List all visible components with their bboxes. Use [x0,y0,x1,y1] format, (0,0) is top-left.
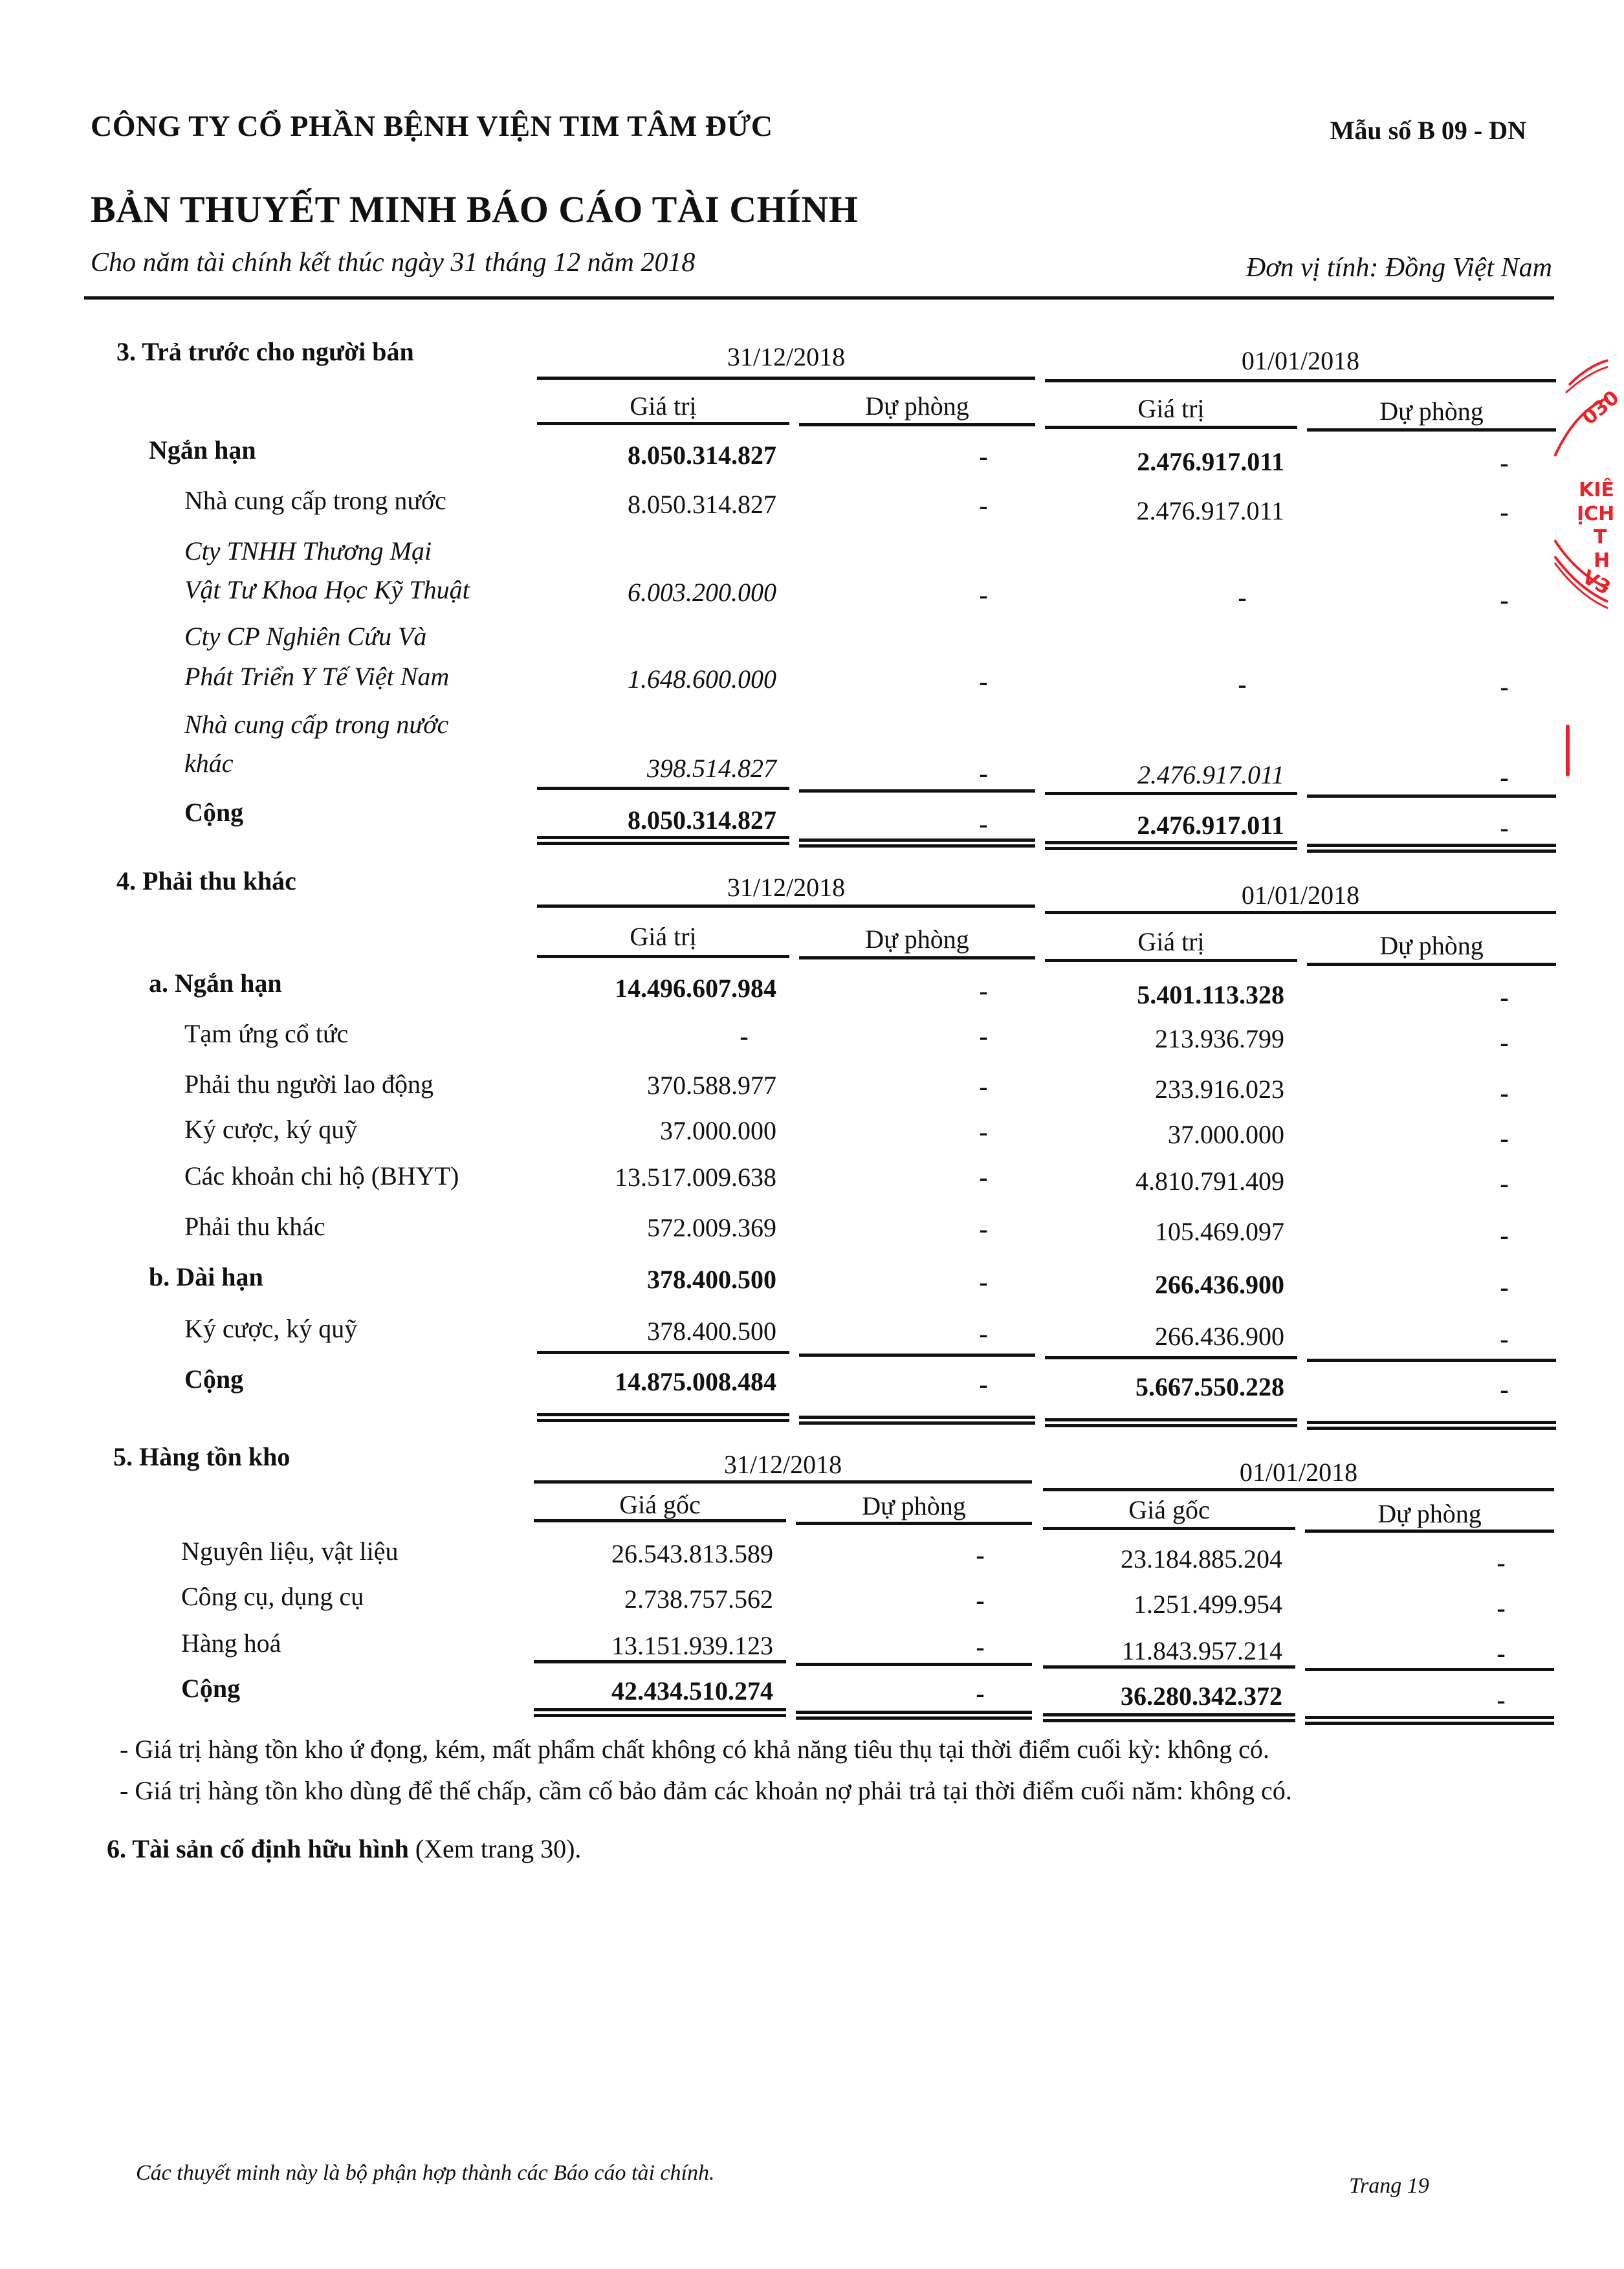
value-current: 378.400.500 [647,1265,776,1294]
column-date-current: 31/12/2018 [727,342,846,371]
row-label: Các khoản chi hộ (BHYT) [184,1161,459,1190]
row-label: Phải thu người lao động [184,1069,434,1099]
value-prior: 5.667.550.228 [1136,1372,1284,1401]
column-date-prior: 01/01/2018 [1239,1458,1358,1487]
value-current: 14.496.607.984 [615,974,776,1003]
provision-current: - [979,442,988,471]
provision-current: - [976,1586,985,1615]
provision-current: - [979,1022,988,1051]
row-label: Ngắn hạn [149,435,256,465]
column-date-current: 31/12/2018 [727,873,846,902]
provision-prior: - [1500,1221,1509,1250]
provision-current: - [976,1679,985,1708]
column-provision: Dự phòng [1379,931,1484,960]
value-prior: 2.476.917.011 [1137,760,1284,789]
provision-current: - [979,1267,988,1297]
value-prior: - [1238,670,1247,699]
row-label: Cộng [184,1365,244,1394]
value-current: 8.050.314.827 [628,490,776,519]
value-current: 572.009.369 [647,1213,776,1242]
total-double-rule [1307,1421,1556,1430]
value-current: 1.648.600.000 [628,664,776,694]
provision-current: - [979,1072,988,1101]
page-number: Trang 19 [1349,2174,1429,2198]
provision-prior: - [1500,586,1509,615]
value-current: 13.151.939.123 [611,1631,773,1660]
header-rule [1045,959,1297,962]
column-date-current: 31/12/2018 [723,1450,842,1479]
row-label: Cộng [181,1674,241,1703]
provision-current: - [979,1117,988,1146]
column-date-prior: 01/01/2018 [1241,346,1360,375]
value-prior: 4.810.791.409 [1136,1167,1284,1196]
provision-prior: - [1497,1548,1506,1577]
row-label: Công cụ, dụng cụ [181,1582,364,1611]
column-provision: Dự phòng [862,1491,966,1520]
total-double-rule [1043,1713,1295,1722]
value-prior: 266.436.900 [1155,1322,1284,1351]
value-current: 6.003.200.000 [628,578,776,607]
row-label: Nguyên liệu, vật liệu [181,1537,399,1566]
row-label: Phát Triển Y Tế Việt Nam [184,662,450,691]
row-label: Ký cược, ký quỹ [184,1314,358,1343]
provision-current: - [979,667,988,696]
provision-current: - [979,1370,988,1399]
footer-note: Các thuyết minh này là bộ phận hợp thành các Báo cáo tài chính. [136,2161,715,2185]
header-rule [537,904,1035,908]
subtotal-rule [1045,792,1297,795]
row-label: Cty CP Nghiên Cứu Và [184,622,427,651]
provision-prior: - [1500,448,1509,477]
subtotal-rule [1305,1668,1554,1671]
value-prior: 11.843.957.214 [1121,1636,1282,1665]
subtotal-rule [1307,1359,1556,1362]
header-rule [534,1480,1032,1484]
provision-prior: - [1500,1079,1509,1108]
provision-prior: - [1500,1324,1509,1354]
subtotal-rule [796,1663,1032,1666]
section-title: 4. Phải thu khác [116,866,296,895]
header-rule [799,423,1035,426]
subtotal-rule [799,789,1035,793]
provision-current: - [979,759,988,788]
subtotal-rule [1043,1665,1295,1669]
column-value: Giá trị [1137,394,1205,423]
row-label: a. Ngắn hạn [149,969,282,998]
value-current: 370.588.977 [647,1071,776,1100]
provision-prior: - [1500,763,1509,792]
value-current: 13.517.009.638 [615,1163,776,1192]
value-prior: 2.476.917.011 [1137,811,1284,840]
total-double-rule [1045,1418,1297,1427]
value-prior: 2.476.917.011 [1137,447,1284,476]
provision-prior: - [1497,1594,1506,1623]
header-rule [537,422,789,425]
total-double-rule [1305,1716,1554,1725]
inventory-note: - Giá trị hàng tồn kho dùng để thế chấp, cầm cố bảo đảm các khoản nợ phải trả tại thời điểm cuối năm: không có. [120,1776,1292,1805]
column-provision: Dự phòng [1379,397,1484,426]
stamp-fragment: 030 [1578,386,1624,430]
column-cost: Giá gốc [619,1490,701,1519]
row-label: Cty TNHH Thương Mại [184,536,432,565]
provision-prior: - [1500,1273,1509,1302]
header-divider [84,296,1554,300]
provision-prior: - [1500,1028,1509,1057]
provision-prior: - [1500,672,1509,701]
provision-current: - [979,809,988,839]
provision-current: - [979,976,988,1005]
auditor-stamp [1550,359,1624,618]
inventory-note: - Giá trị hàng tồn kho ứ đọng, kém, mất phẩm chất không có khả năng tiêu thụ tại thời điểm cuối kỳ: không có. [120,1735,1269,1764]
total-double-rule [799,839,1035,848]
header-rule [1045,379,1556,382]
row-label: Vật Tư Khoa Học Kỹ Thuật [184,575,470,604]
value-prior: 213.936.799 [1155,1024,1284,1053]
section-title: 3. Trả trước cho người bán [116,337,414,366]
value-current: 42.434.510.274 [611,1676,773,1705]
row-label: Nhà cung cấp trong nước [184,486,446,515]
header-rule [799,956,1035,959]
signature-mark [1566,725,1570,776]
provision-current: - [976,1540,985,1570]
section-title: 6. Tài sản cố định hữu hình [107,1834,409,1863]
total-double-rule [534,1708,786,1717]
provision-current: - [979,491,988,520]
provision-current: - [976,1632,985,1661]
row-label: Tạm ứng cổ tức [184,1019,349,1048]
subtotal-rule [537,1351,789,1354]
header-rule [1045,911,1556,914]
value-current: 2.738.757.562 [624,1584,773,1614]
subtotal-rule [537,787,789,790]
provision-prior: - [1500,983,1509,1012]
value-prior: 233.916.023 [1155,1075,1284,1104]
column-cost: Giá gốc [1128,1495,1210,1524]
total-double-rule [1307,844,1556,853]
stamp-fragment: ỊCH [1577,503,1615,525]
column-provision: Dự phòng [865,925,969,954]
value-prior: 266.436.900 [1155,1270,1284,1299]
column-value: Giá trị [630,922,697,951]
header-rule [1045,426,1297,429]
row-label: Nhà cung cấp trong nước [184,710,449,739]
provision-prior: - [1500,813,1509,842]
header-rule [796,1522,1032,1525]
reporting-period: Cho năm tài chính kết thúc ngày 31 tháng 12 năm 2018 [91,248,696,278]
column-value: Giá trị [1137,927,1205,956]
header-rule [534,1519,786,1522]
total-double-rule [796,1711,1032,1720]
provision-prior: - [1497,1639,1506,1668]
company-name: CÔNG TY CỔ PHẦN BỆNH VIỆN TIM TÂM ĐỨC [91,109,773,142]
value-prior: 37.000.000 [1168,1120,1284,1149]
value-current: 398.514.827 [647,754,776,783]
row-label: Phải thu khác [184,1212,325,1241]
header-rule [1043,1527,1295,1530]
stamp-fragment: KIÊ [1579,479,1614,501]
provision-current: - [979,1214,988,1244]
total-double-rule [537,836,789,845]
column-provision: Dự phòng [865,391,969,421]
column-date-prior: 01/01/2018 [1241,881,1360,910]
currency-unit: Đơn vị tính: Đồng Việt Nam [1245,253,1552,283]
row-label: khác [184,749,234,778]
subtotal-rule [1045,1356,1297,1359]
value-prior: 23.184.885.204 [1121,1544,1282,1573]
stamp-fragment: T [1594,526,1607,549]
value-current: 8.050.314.827 [628,806,776,835]
header-rule [1307,963,1556,966]
provision-prior: - [1500,1375,1509,1404]
stamp-fragment: H [1594,549,1610,572]
subtotal-rule [1307,795,1556,798]
subtotal-rule [534,1660,786,1663]
row-label: Ký cược, ký quỹ [184,1115,358,1144]
value-current: 8.050.314.827 [628,441,776,470]
value-prior: 36.280.342.372 [1121,1682,1282,1711]
header-rule [1305,1529,1554,1533]
stamp-fragment: V3 [1578,565,1614,600]
provision-prior: - [1500,1124,1509,1153]
form-number: Mẫu số B 09 - DN [1330,116,1526,145]
value-current: 14.875.008.484 [615,1367,776,1396]
subtotal-rule [799,1354,1035,1357]
provision-prior: - [1500,498,1509,527]
value-prior: - [1238,583,1247,612]
header-rule [537,377,1035,380]
column-provision: Dự phòng [1377,1499,1482,1528]
value-prior: 105.469.097 [1155,1217,1284,1246]
section-title: 5. Hàng tồn kho [113,1442,291,1471]
total-double-rule [799,1416,1035,1425]
value-current: 26.543.813.589 [611,1539,773,1568]
provision-current: - [979,1163,988,1192]
header-rule [1043,1488,1554,1491]
section-fixed-assets [107,1834,581,1864]
column-value: Giá trị [630,391,697,421]
page-reference-link[interactable]: (Xem trang 30). [408,1834,582,1863]
total-double-rule [1045,841,1297,850]
total-double-rule [537,1413,789,1422]
value-prior: 2.476.917.011 [1136,496,1284,525]
document-title: BẢN THUYẾT MINH BÁO CÁO TÀI CHÍNH [91,188,859,230]
value-current: 378.400.500 [647,1317,776,1346]
provision-prior: - [1497,1685,1506,1715]
value-prior: 1.251.499.954 [1134,1590,1282,1619]
provision-current: - [979,1319,988,1348]
row-label: b. Dài hạn [149,1262,263,1291]
header-rule [537,955,789,958]
value-current: 37.000.000 [660,1116,776,1145]
value-prior: 5.401.113.328 [1137,980,1284,1009]
value-current: - [740,1022,749,1051]
row-label: Cộng [184,798,244,827]
provision-current: - [979,580,988,609]
provision-prior: - [1500,1169,1509,1198]
header-rule [1307,428,1556,432]
row-label: Hàng hoá [181,1628,281,1658]
